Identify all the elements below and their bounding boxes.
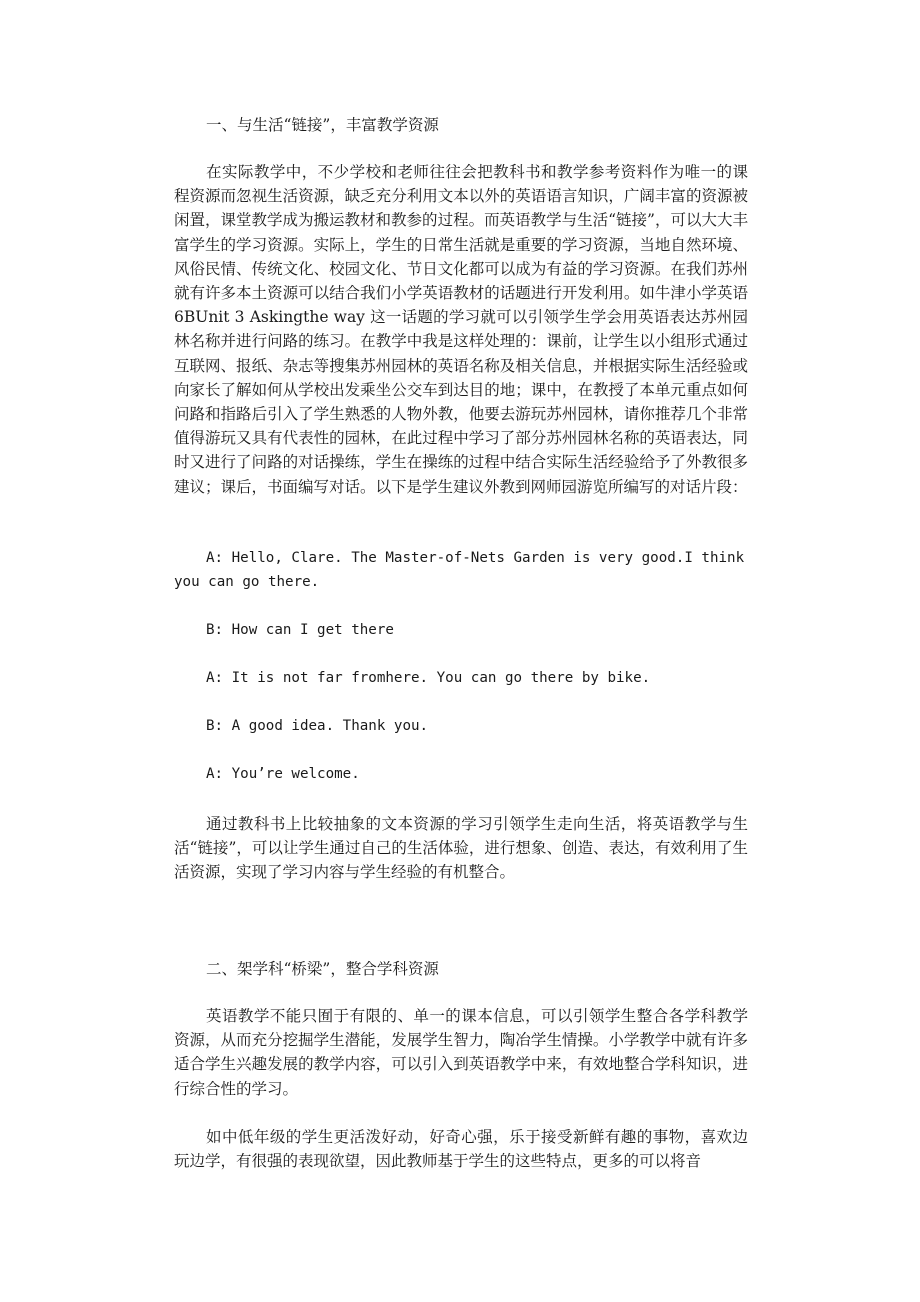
section-2-paragraph-1: 英语教学不能只囿于有限的、单一的课本信息，可以引领学生整合各学科教学资源，从而充分挖掘学生潜能，发展学生智力，陶冶学生情操。小学教学中就有许多适合学生兴趣发展的教学内容，可以引入到英语教学中来，有效地整合学科知识，进行综合性的学习。 [174,1007,748,1098]
section-1-paragraph-1: 在实际教学中，不少学校和老师往往会把教科书和教学参考资料作为唯一的课程资源而忽视生活资源，缺乏充分利用文本以外的英语语言知识，广阔丰富的资源被闲置，课堂教学成为搬运教材和教参的过程。而英语教学与生活“链接”，可以大大丰富学生的学习资源。实际上，学生的日常生活就是重要的学习资源，当地自然环境、风俗民情、传统文化、校园文化、节日文化都可以成为有益的学习资源。在我们苏州就有许多本土资源可以结合我们小学英语教材的话题进行开发利用。如牛津小学英语 6BUnit 3 Askingthe way 这一话题的学习就可以引领学生学会用英语表达苏州园林名称并进行问路的练习。在教学中我是这样处理的：课前，让学生以小组形式通过互联网、报纸、杂志等搜集苏州园林的英语名称及相关信息，并根据实际生活经验或向家长了解如何从学校出发乘坐公交车到达目的地；课中，在教授了本单元重点如何问路和指路后引入了学生熟悉的人物外教，他要去游玩苏州园林，请你推荐几个非常值得游玩又具有代表性的园林，在此过程中学习了部分苏州园林名称的英语表达，同时又进行了问路的对话操练，学生在操练的过程中结合实际生活经验给予了外教很多建议；课后，书面编写对话。以下是学生建议外教到网师园游览所编写的对话片段： [174,163,748,496]
section-1-paragraph-2: 通过教科书上比较抽象的文本资源的学习引领学生走向生活，将英语教学与生活“链接”，可以让学生通过自己的生活体验，进行想象、创造、表达，有效利用了生活资源，实现了学习内容与学生经验的有机整合。 [174,815,748,882]
dialogue-line-5: A: You’re welcome. [206,766,360,782]
dialogue-line-4: B: A good idea. Thank you. [206,718,429,734]
section-2-paragraph-2: 如中低年级的学生更活泼好动，好奇心强，乐于接受新鲜有趣的事物，喜欢边玩边学，有很强的表现欲望，因此教师基于学生的这些特点，更多的可以将音 [174,1128,748,1171]
dialogue-line-1: A: Hello, Clare. The Master-of-Nets Garden is very good.I think you can go there. [174,550,745,590]
section-1-heading: 一、与生活“链接”，丰富教学资源 [206,116,439,134]
section-2-heading: 二、架学科“桥梁”，整合学科资源 [206,960,439,978]
dialogue-line-2: B: How can I get there [206,622,394,638]
dialogue-line-3: A: It is not far fromhere. You can go there by bike. [206,670,651,686]
